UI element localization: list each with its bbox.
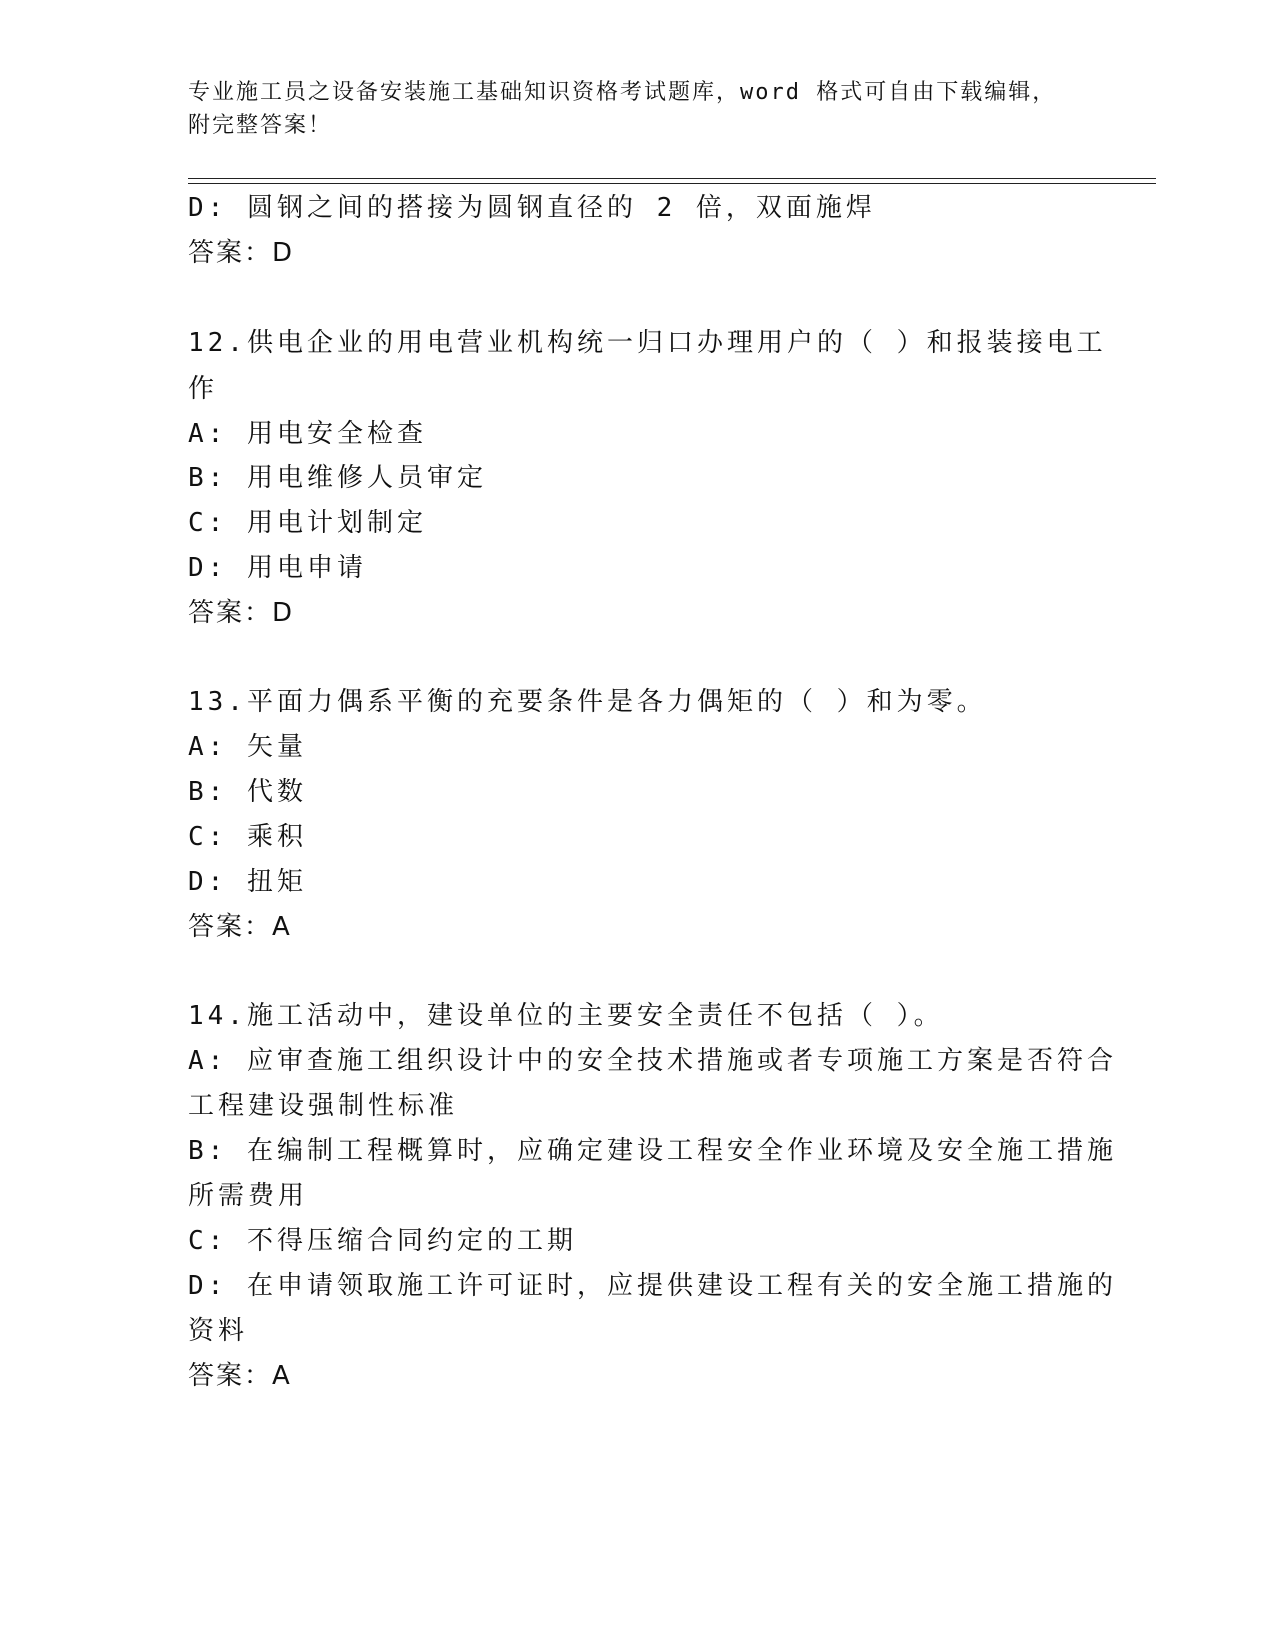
header-rule-top [188,178,1156,179]
q14-stem: 14.施工活动中，建设单位的主要安全责任不包括（ ）。 [188,1001,944,1031]
q13-answer: 答案：A [188,912,292,942]
q12-option-a: A: 用电安全检查 [188,419,427,449]
q14-answer: 答案：A [188,1361,292,1391]
q14-option-b-line2: 所需费用 [188,1181,309,1211]
q12-option-d: D: 用电申请 [188,553,367,583]
q14-option-d-line2: 资料 [188,1316,249,1346]
prev-answer: 答案：D [188,238,295,268]
q14-option-c: C: 不得压缩合同约定的工期 [188,1226,577,1256]
q14-option-a-line2: 工程建设强制性标准 [188,1091,459,1121]
q13-option-c: C: 乘积 [188,822,307,852]
q14-option-b-line1: B: 在编制工程概算时，应确定建设工程安全作业环境及安全施工措施 [188,1136,1117,1166]
document-header: 专业施工员之设备安装施工基础知识资格考试题库，word 格式可自由下载编辑，附完整答案！ [188,80,1057,138]
prev-option-d: D: 圆钢之间的搭接为圆钢直径的 2 倍，双面施焊 [188,193,876,223]
q13-stem: 13.平面力偶系平衡的充要条件是各力偶矩的（ ）和为零。 [188,687,987,717]
q13-option-d: D: 扭矩 [188,867,307,897]
header-rule-bottom [188,183,1156,184]
q13-option-a: A: 矢量 [188,732,307,762]
q14-option-d-line1: D: 在申请领取施工许可证时，应提供建设工程有关的安全施工措施的 [188,1271,1117,1301]
q12-option-c: C: 用电计划制定 [188,508,427,538]
q12-option-b: B: 用电维修人员审定 [188,463,487,493]
q12-stem-line2: 作 [188,374,219,404]
q14-option-a-line1: A: 应审查施工组织设计中的安全技术措施或者专项施工方案是否符合 [188,1046,1117,1076]
q13-option-b: B: 代数 [188,777,307,807]
q12-answer: 答案：D [188,598,295,628]
q12-stem-line1: 12.供电企业的用电营业机构统一归口办理用户的（ ）和报装接电工 [188,328,1107,358]
